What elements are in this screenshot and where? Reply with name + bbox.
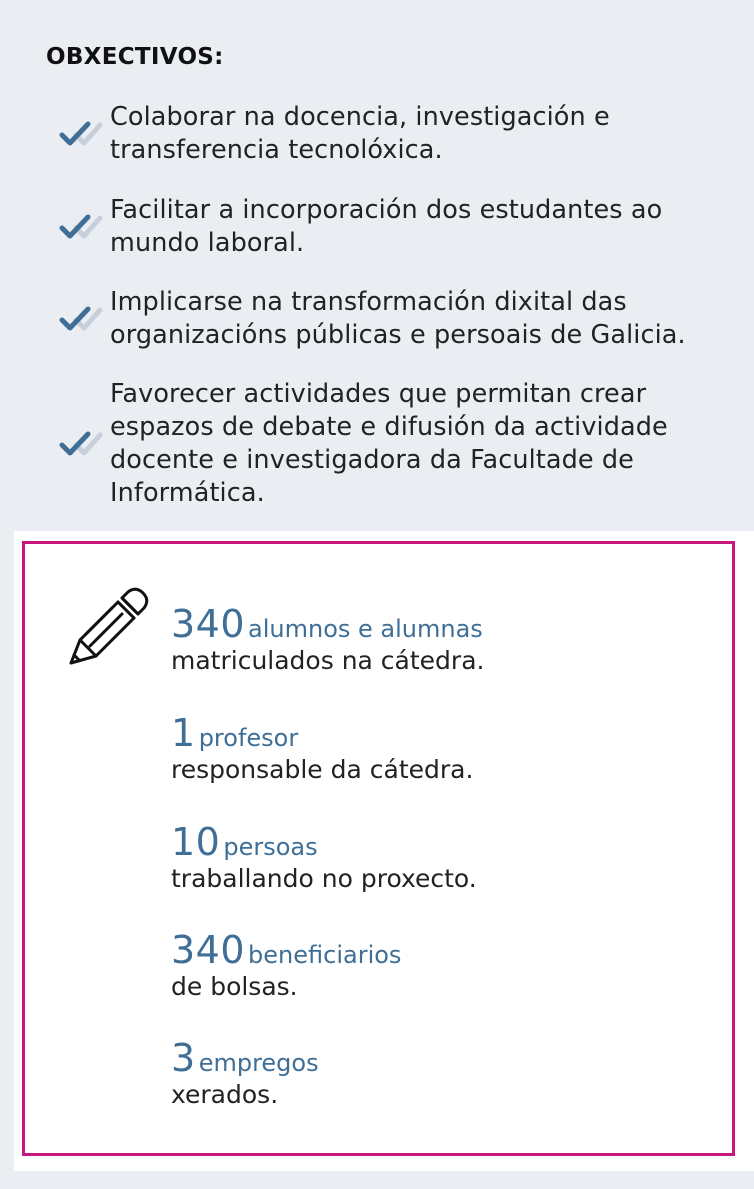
section-heading: OBXECTIVOS: (46, 44, 224, 70)
stat-item (171, 1036, 711, 1110)
objective-text: Colaborar na docencia, investigación e transferencia tecnolóxica. (110, 102, 610, 165)
stat-description: responsable da cátedra. (171, 755, 474, 784)
double-check-icon (58, 213, 110, 241)
stat-item (171, 928, 711, 1002)
objective-item (58, 378, 738, 510)
stat-item (171, 711, 711, 785)
stat-description: traballando no proxecto. (171, 864, 477, 893)
stat-description: xerados. (171, 1080, 279, 1109)
stat-unit: empregos (198, 1049, 319, 1077)
stat-unit: beneficiarios (248, 941, 402, 969)
double-check-icon (58, 120, 110, 148)
stat-number: 10 (171, 820, 221, 864)
objective-text: Facilitar a incorporación dos estudantes ao mundo laboral. (110, 195, 663, 258)
stat-unit: alumnos e alumnas (248, 615, 483, 643)
stat-number: 3 (171, 1036, 196, 1080)
objective-item (58, 286, 738, 352)
stat-number: 340 (171, 928, 246, 972)
objective-item (58, 101, 738, 167)
double-check-icon (58, 430, 110, 458)
stat-unit: profesor (198, 724, 299, 752)
stat-description: de bolsas. (171, 972, 298, 1001)
stat-item (171, 820, 711, 894)
stat-item (171, 602, 711, 676)
objective-item (58, 194, 738, 260)
pencil-icon (66, 586, 150, 668)
stat-number: 1 (171, 711, 196, 755)
stat-description: matriculados na cátedra. (171, 646, 485, 675)
stat-number: 340 (171, 602, 246, 646)
objective-text: Favorecer actividades que permitan crear espazos de debate e difusión da actividade docente e investigadora da Facultade de Informática. (110, 379, 668, 508)
double-check-icon (58, 305, 110, 333)
stat-unit: persoas (223, 833, 318, 861)
objective-text: Implicarse na transformación dixital das organizacións públicas e persoais de Galicia. (110, 287, 686, 350)
